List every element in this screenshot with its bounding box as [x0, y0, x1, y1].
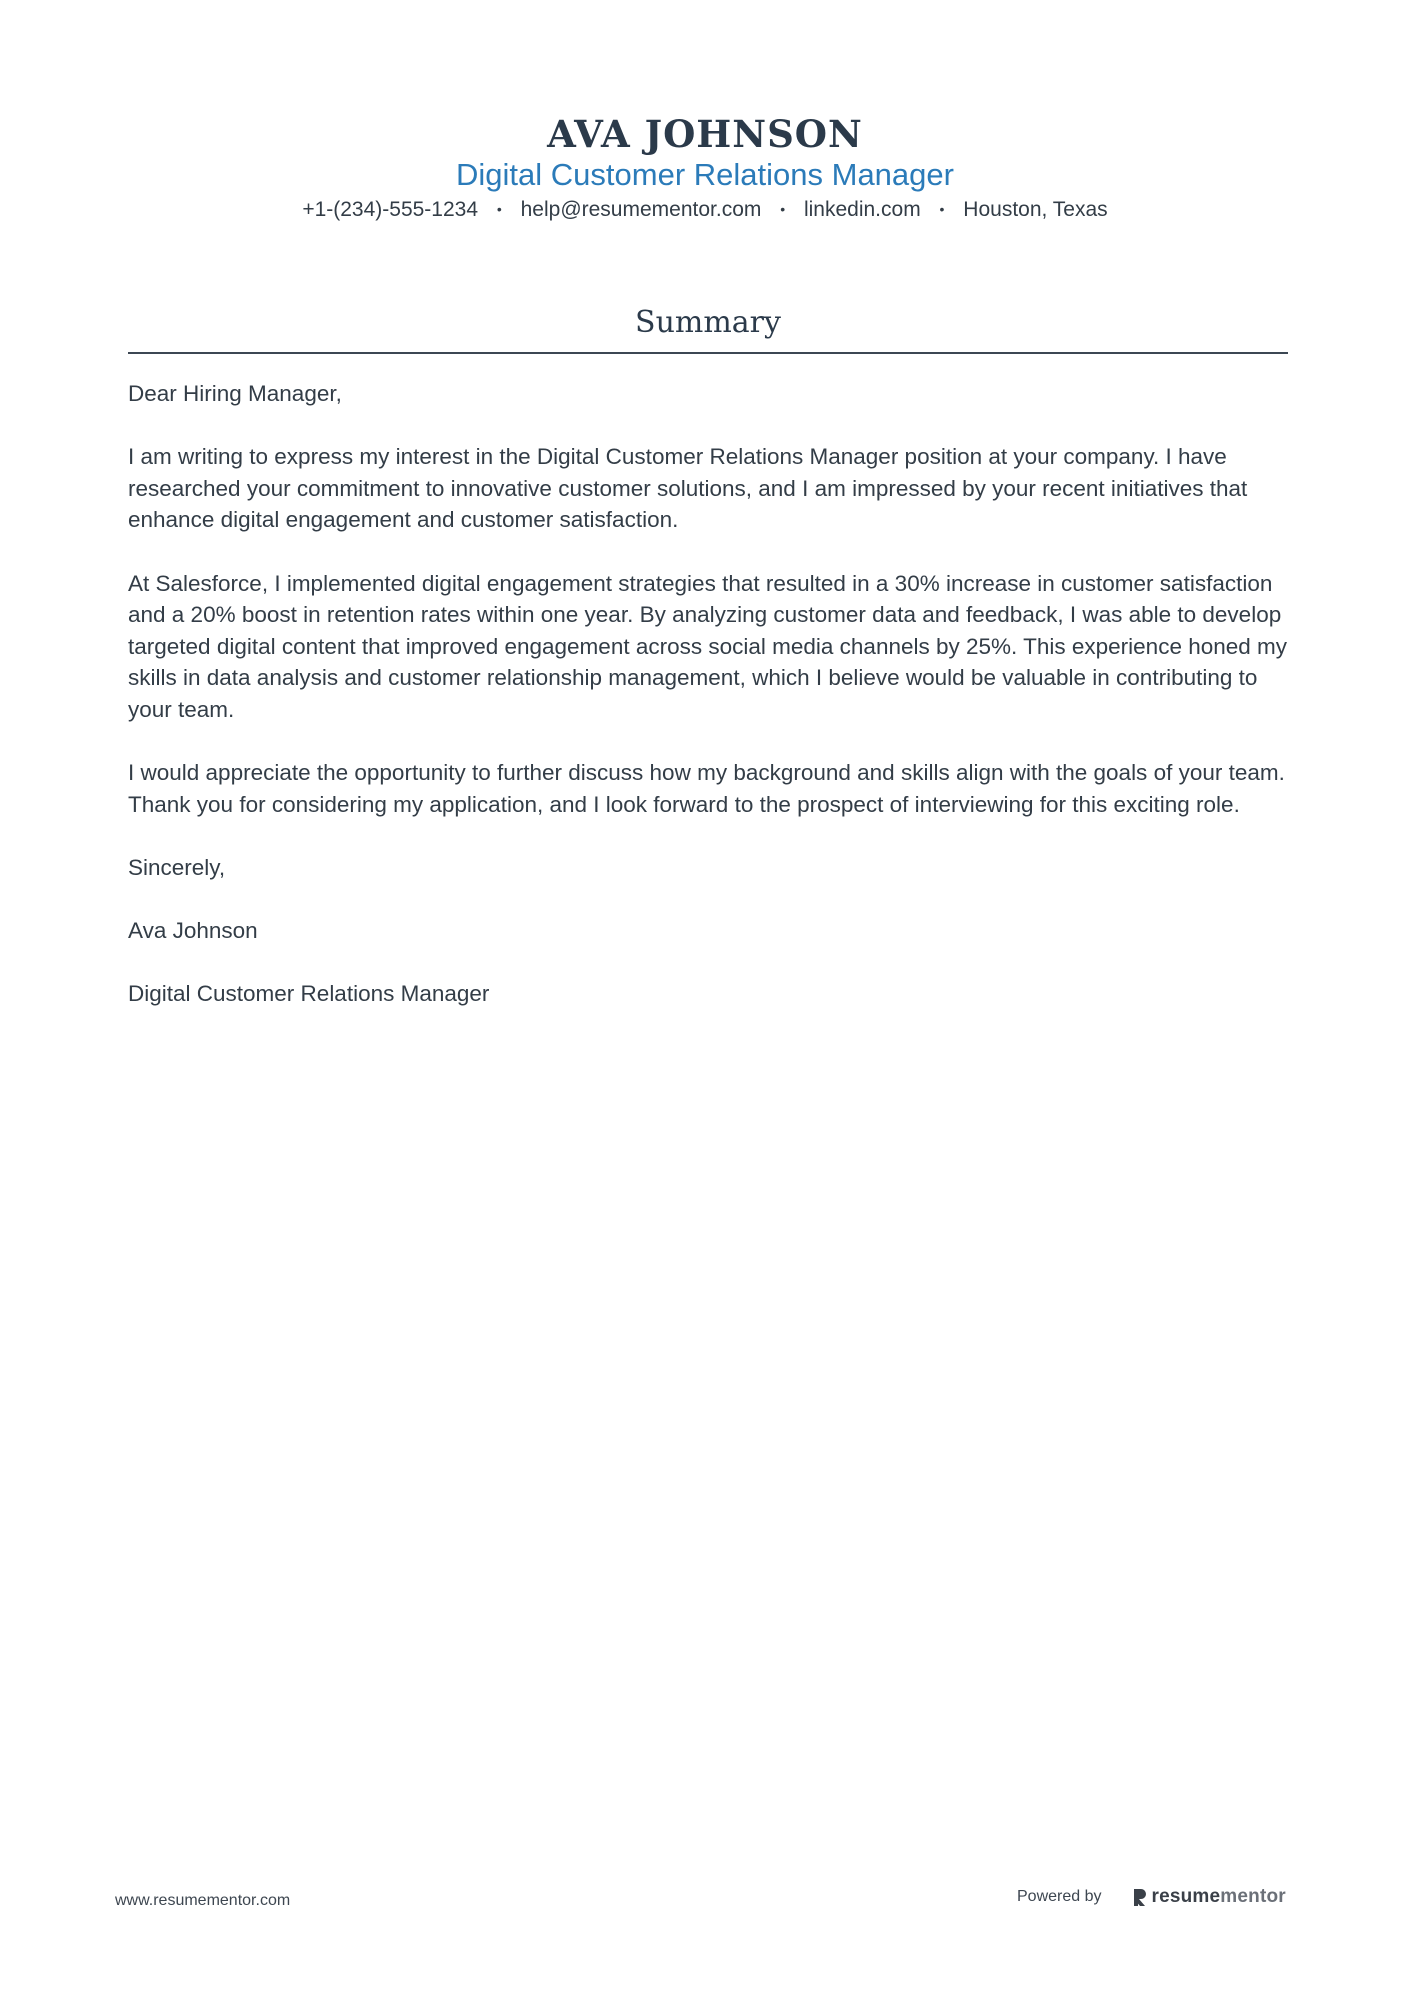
contact-email: help@resumementor.com — [520, 198, 762, 221]
section-divider — [128, 352, 1288, 354]
letter-paragraph-3: I would appreciate the opportunity to further discuss how my background and skills align with the goals of your team. Thank you for considering my application, and I look forward to the prospect of interviewing for this exciting role. — [128, 760, 1285, 817]
signature-title: Digital Customer Relations Manager — [128, 981, 490, 1007]
brand-logo[interactable] — [1132, 1886, 1286, 1908]
document-header — [0, 112, 1410, 225]
candidate-name: AVA JOHNSON — [547, 112, 863, 156]
cover-letter-body — [128, 378, 1288, 1041]
letter-closing: Sincerely, — [128, 854, 226, 880]
letter-paragraph-1: I am writing to express my interest in the Digital Customer Relations Manager position at your company. I have researched your commitment to innovative customer solutions, and I am impressed by your recent initiatives that enhance digital engagement and customer satisfaction. — [128, 444, 1248, 533]
letter-salutation: Dear Hiring Manager, — [128, 381, 342, 406]
letter-paragraph-2: At Salesforce, I implemented digital engagement strategies that resulted in a 30% increase in customer satisfaction and a 20% boost in retention rates within one year. By analyzing customer data and feedback, I was able to develop targeted digital content that improved engagement across social media channels by 25%. This experience honed my skills in data analysis and customer relationship management, which I believe would be valuable in contributing to your team. — [128, 570, 1288, 722]
contact-linkedin: linkedin.com — [803, 198, 921, 221]
brand-name-part1: resume — [1151, 1886, 1221, 1907]
contact-separator: • — [780, 201, 786, 217]
footer-branding — [1017, 1886, 1286, 1908]
powered-by-label: Powered by — [1017, 1888, 1102, 1905]
signature-name: Ava Johnson — [128, 918, 258, 944]
contact-phone: +1-(234)-555-1234 — [302, 198, 479, 221]
contact-separator: • — [939, 201, 945, 217]
section-heading-summary: Summary — [635, 305, 781, 340]
candidate-title: Digital Customer Relations Manager — [456, 157, 954, 192]
footer-website-link[interactable]: www.resumementor.com — [115, 1892, 291, 1909]
resumementor-logo-icon — [1132, 1887, 1148, 1907]
contact-location: Houston, Texas — [963, 198, 1108, 221]
brand-name-part2: mentor — [1220, 1886, 1286, 1907]
contact-line — [0, 194, 1410, 225]
contact-separator: • — [496, 201, 502, 217]
